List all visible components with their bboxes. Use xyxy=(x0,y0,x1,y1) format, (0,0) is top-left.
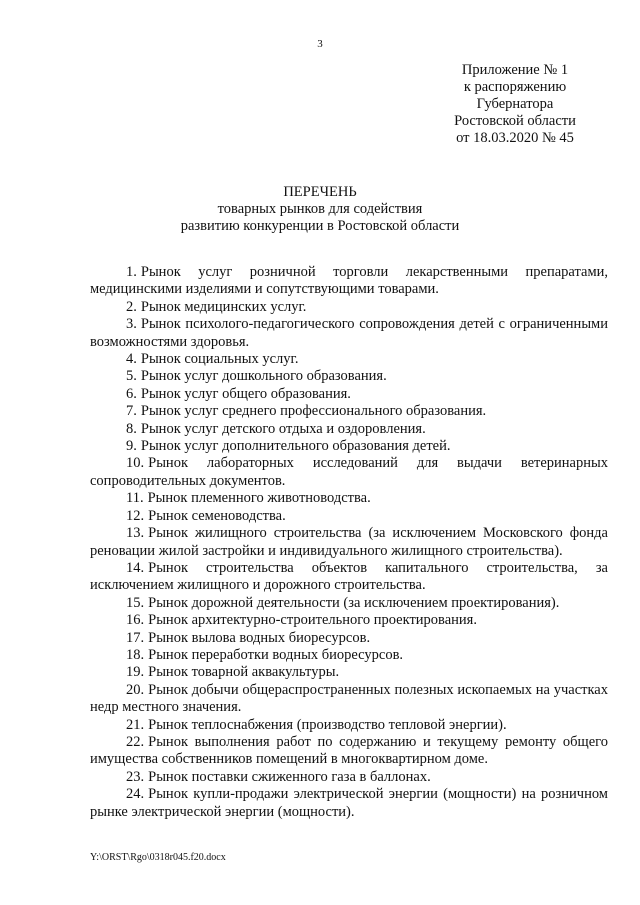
list-item-number: 19. xyxy=(126,664,145,681)
list-item-text: Рынок строительства объектов капитального строительства, за исключением жилищного и дорожного строительства. xyxy=(90,559,608,594)
list-item xyxy=(90,734,608,769)
appendix-line: Ростовской области xyxy=(454,113,576,129)
list-item xyxy=(90,386,608,403)
list-item xyxy=(90,560,608,595)
list-item xyxy=(90,786,608,821)
list-item-text: Рынок племенного животноводства. xyxy=(147,490,371,507)
list-item-text: Рынок услуг детского отдыха и оздоровления. xyxy=(140,420,426,437)
list-item xyxy=(90,664,608,681)
list-item-number: 20. xyxy=(126,681,145,698)
list-item-number: 10. xyxy=(126,455,145,472)
list-item xyxy=(90,717,608,734)
appendix-line: к распоряжению xyxy=(463,79,567,95)
title-heading: ПЕРЕЧЕНЬ xyxy=(283,184,357,200)
list-item xyxy=(90,351,608,368)
list-item-text: Рынок добычи общераспространенных полезных ископаемых на участках недр местного значения. xyxy=(90,681,608,716)
list-item-text: Рынок лабораторных исследований для выдачи ветеринарных сопроводительных документов. xyxy=(90,455,608,489)
list-item xyxy=(90,299,608,316)
list-item-number: 7. xyxy=(126,403,137,420)
list-item-number: 22. xyxy=(126,733,145,750)
list-item xyxy=(90,368,608,385)
list-item-number: 3. xyxy=(126,316,137,333)
list-item-number: 18. xyxy=(126,646,145,663)
list-item-text: Рынок жилищного строительства (за исключением Московского фонда реновации жилой застройки и индивидуального жилищного строительства). xyxy=(90,525,608,559)
list-item xyxy=(90,682,608,717)
list-item-text: Рынок семеноводства. xyxy=(148,507,286,524)
list-item xyxy=(90,264,608,299)
appendix-line: от 18.03.2020 № 45 xyxy=(456,130,574,146)
list-item xyxy=(90,455,608,490)
list-item-number: 8. xyxy=(126,420,137,437)
list-item-text: Рынок услуг розничной торговли лекарственными препаратами, медицинскими изделиями и сопутствующими товарами. xyxy=(90,264,608,298)
list-item xyxy=(90,403,608,420)
list-item-number: 24. xyxy=(126,786,145,803)
appendix-line: Губернатора xyxy=(476,96,554,112)
list-item xyxy=(90,595,608,612)
list-item-number: 12. xyxy=(126,507,145,524)
list-item xyxy=(90,769,608,786)
list-item-text: Рынок теплоснабжения (производство тепловой энергии). xyxy=(148,716,507,733)
list-item-number: 9. xyxy=(126,438,137,455)
list-item-text: Рынок медицинских услуг. xyxy=(140,298,307,315)
appendix-line: Приложение № 1 xyxy=(461,62,569,78)
page-number: 3 xyxy=(317,38,323,50)
list-item-number: 5. xyxy=(126,368,137,385)
list-item-text: Рынок услуг общего образования. xyxy=(140,385,351,402)
title-subline: товарных рынков для содействия xyxy=(217,201,423,217)
list-item-text: Рынок услуг среднего профессионального образования. xyxy=(140,403,487,420)
appendix-block xyxy=(430,62,600,147)
title-subline: развитию конкуренции в Ростовской области xyxy=(180,218,460,234)
list-item-text: Рынок психолого-педагогического сопровождения детей с ограниченными возможностями здоровья. xyxy=(90,316,608,350)
list-item-number: 11. xyxy=(126,490,144,507)
list-item xyxy=(90,630,608,647)
list-item-number: 23. xyxy=(126,768,145,785)
list-item-number: 21. xyxy=(126,716,145,733)
list-item-text: Рынок дорожной деятельности (за исключением проектирования). xyxy=(148,594,560,611)
list-item-number: 14. xyxy=(126,559,145,576)
list-item xyxy=(90,525,608,560)
list-item-number: 2. xyxy=(126,298,137,315)
list-item xyxy=(90,490,608,507)
market-list xyxy=(90,264,608,821)
list-item-number: 17. xyxy=(126,629,145,646)
list-item-text: Рынок услуг дополнительного образования детей. xyxy=(140,438,451,455)
file-path: Y:\ORST\Rgo\0318r045.f20.docx xyxy=(90,852,226,863)
list-item-text: Рынок вылова водных биоресурсов. xyxy=(148,629,371,646)
list-item-number: 4. xyxy=(126,351,137,368)
list-item-text: Рынок переработки водных биоресурсов. xyxy=(148,646,404,663)
list-item-text: Рынок выполнения работ по содержанию и текущему ремонту общего имущества собственников помещений в многоквартирном доме. xyxy=(90,733,608,768)
list-item-text: Рынок товарной аквакультуры. xyxy=(148,664,340,681)
list-item-text: Рынок социальных услуг. xyxy=(140,351,299,368)
list-item xyxy=(90,508,608,525)
list-item xyxy=(90,421,608,438)
list-item xyxy=(90,438,608,455)
list-item-number: 15. xyxy=(126,594,145,611)
list-item xyxy=(90,612,608,629)
list-item-text: Рынок поставки сжиженного газа в баллонах. xyxy=(148,768,431,785)
list-item-text: Рынок архитектурно-строительного проектирования. xyxy=(148,612,477,629)
list-item xyxy=(90,316,608,351)
list-item-number: 6. xyxy=(126,385,137,402)
list-item-text: Рынок услуг дошкольного образования. xyxy=(140,368,387,385)
list-item-number: 1. xyxy=(126,264,137,280)
list-item-text: Рынок купли-продажи электрической энергии (мощности) на розничном рынке электрической энергии (мощности). xyxy=(90,786,608,820)
document-title xyxy=(0,184,640,235)
list-item-number: 13. xyxy=(126,525,145,542)
list-item xyxy=(90,647,608,664)
list-item-number: 16. xyxy=(126,612,145,629)
